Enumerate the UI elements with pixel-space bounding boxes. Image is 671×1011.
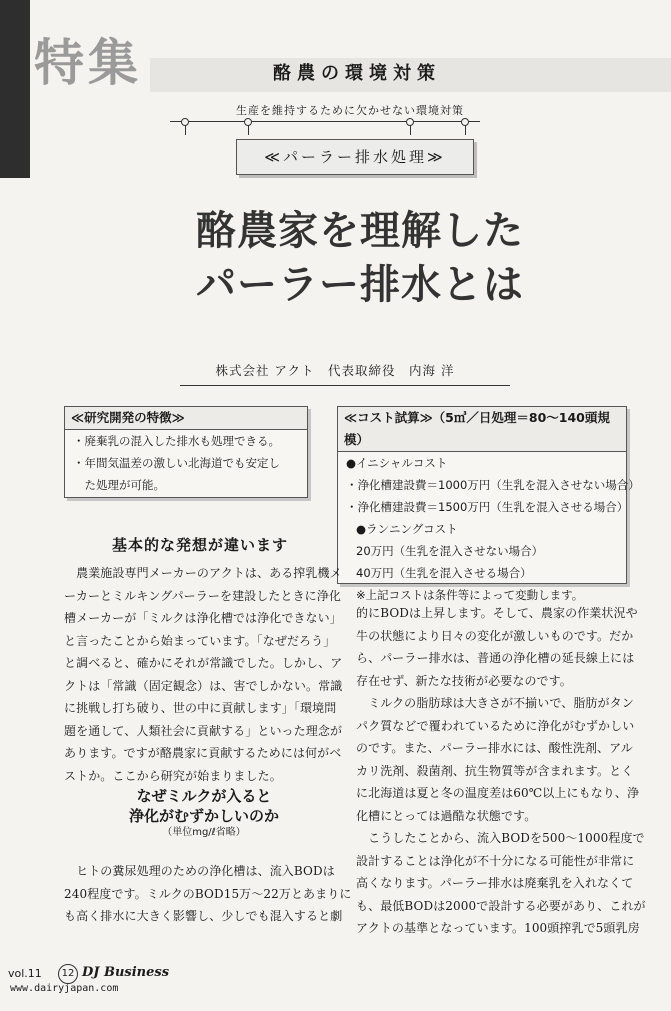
- left-accent-bar: [0, 0, 30, 178]
- body-line: あります。ですが酪農家に貢献するためには何がベ: [64, 746, 342, 760]
- research-box-heading: ≪研究開発の特徴≫: [65, 407, 307, 430]
- section2-body: [64, 860, 351, 928]
- section2-heading-line-2: 浄化がむずかしいのか: [128, 807, 279, 825]
- body-line: アクトの基準となっています。100頭搾乳で5頭乳房: [356, 921, 640, 935]
- section1-body: [64, 562, 342, 787]
- body-line: 題を通して、人類社会に貢献する」といった理念が: [64, 723, 343, 738]
- body-line: ミルクの脂肪球は大きさが不揃いで、脂肪がタン: [356, 696, 634, 710]
- volume-number: vol.11: [8, 967, 42, 980]
- body-line: ヒトの糞尿処理のための浄化槽は、流入BODは: [64, 864, 335, 878]
- body-line: カリ洗剤、殺菌剤、抗生物質等が含まれます。とく: [356, 763, 634, 778]
- initial-cost-label: ●イニシャルコスト: [346, 456, 448, 470]
- body-line: 的にBODは上昇します。そして、農家の作業状況や: [356, 606, 638, 620]
- author-credit: 株式会社 アクト 代表取締役 内海 洋: [215, 363, 455, 378]
- cost-box-heading: ≪コスト試算≫（5㎥／日処理＝80～140頭規模）: [338, 407, 626, 452]
- body-line: ら、パーラー排水は、普通の浄化槽の延長線上には: [356, 651, 635, 665]
- research-line: た処理が可能。: [73, 478, 165, 492]
- running-cost-line: 40万円（生乳を混入させる場合）: [356, 566, 532, 580]
- article-title: [100, 204, 620, 312]
- cost-estimate-box: [337, 406, 640, 602]
- section-heading-why-milk: [64, 786, 344, 840]
- website-url: www.dairyjapan.com: [10, 983, 119, 994]
- running-cost-label: ●ランニングコスト: [356, 522, 458, 536]
- research-features-box: [64, 406, 308, 498]
- section2-heading-line-1: なぜミルクが入ると: [136, 787, 272, 805]
- body-line: も高く排水に大きく影響し、少しでも混入すると劇: [64, 909, 343, 923]
- cost-note: ※上記コストは条件等によって変動します。: [356, 588, 584, 602]
- feature-badge: 特集: [34, 34, 142, 92]
- body-line: 設計することは浄化が不十分になる可能性が非常に: [356, 853, 635, 868]
- body-line: 槽メーカーが「ミルクは浄化槽では浄化できない」: [64, 611, 342, 625]
- title-line-2: パーラー排水とは: [196, 262, 524, 308]
- section-heading-basic-idea: 基本的な発想が違います: [111, 536, 288, 554]
- unit-note: （単位mg/ℓ省略）: [162, 827, 246, 838]
- research-line: ・年間気温差の激しい北海道でも安定し: [73, 456, 280, 470]
- body-line: クトは「常識（固定観念）は、害でしかない。常識: [64, 678, 343, 693]
- page-number: 12: [58, 964, 78, 984]
- research-line: ・廃棄乳の混入した排水も処理できる。: [73, 434, 280, 448]
- running-cost-line: 20万円（生乳を混入させない場合）: [356, 544, 544, 558]
- body-line: 存在せず、新たな技術が必要なのです。: [356, 673, 572, 688]
- body-line: のです。また、パーラー排水には、酸性洗剤、アル: [356, 741, 633, 755]
- body-line: 牛の状態により日々の変化が激しいものです。だか: [356, 628, 634, 643]
- body-line: 化槽にとっては過酷な状態です。: [356, 808, 537, 823]
- feature-title: 酪農の環境対策: [273, 63, 441, 84]
- body-line: に北海道は夏と冬の温度差は60℃以上にもなり、浄: [356, 786, 640, 800]
- sub-caption: 生産を維持するために欠かせない環境対策: [236, 104, 464, 117]
- body-line: こうしたことから、流入BODを500～1000程度で: [356, 831, 645, 845]
- initial-cost-line: ・浄化槽建設費＝1500万円（生乳を混入させる場合）: [346, 500, 629, 514]
- body-line: ストか。ここから研究が始まりました。: [64, 768, 282, 783]
- body-line: パク質などで覆われているために浄化がむずかしい: [356, 718, 635, 733]
- initial-cost-line: ・浄化槽建設費＝1000万円（生乳を混入させない場合）: [346, 478, 640, 492]
- body-line: 240程度です。ミルクのBOD15万～22万とあまりに: [64, 886, 352, 901]
- body-line: に挑戦し打ち破り、世の中に貢献します」「環境問: [64, 701, 337, 715]
- body-line: と言ったことから始まっています。「なぜだろう」: [64, 633, 336, 648]
- magazine-brand: DJ Business: [82, 965, 170, 980]
- topic-label: ≪パーラー排水処理≫: [236, 139, 474, 175]
- body-line: 農業施設専門メーカーのアクトは、ある搾乳機メ: [64, 566, 342, 580]
- body-line: 高くなります。パーラー排水は廃棄乳を入れなくて: [356, 876, 634, 890]
- pin-stem: [185, 125, 186, 135]
- author-underline: [180, 385, 510, 386]
- caption-underline: [170, 121, 480, 122]
- pin-stem: [410, 125, 411, 135]
- title-line-1: 酪農家を理解した: [196, 208, 524, 254]
- right-column-body: [356, 602, 646, 940]
- pin-stem: [465, 125, 466, 135]
- pin-stem: [248, 125, 249, 135]
- body-line: と調べると、確かにそれが常識でした。しかし、ア: [64, 656, 343, 670]
- body-line: ーカーとミルキングパーラーを建設したときに浄化: [64, 588, 341, 603]
- body-line: も、最低BODは2000で設計する必要があり、これが: [356, 898, 646, 913]
